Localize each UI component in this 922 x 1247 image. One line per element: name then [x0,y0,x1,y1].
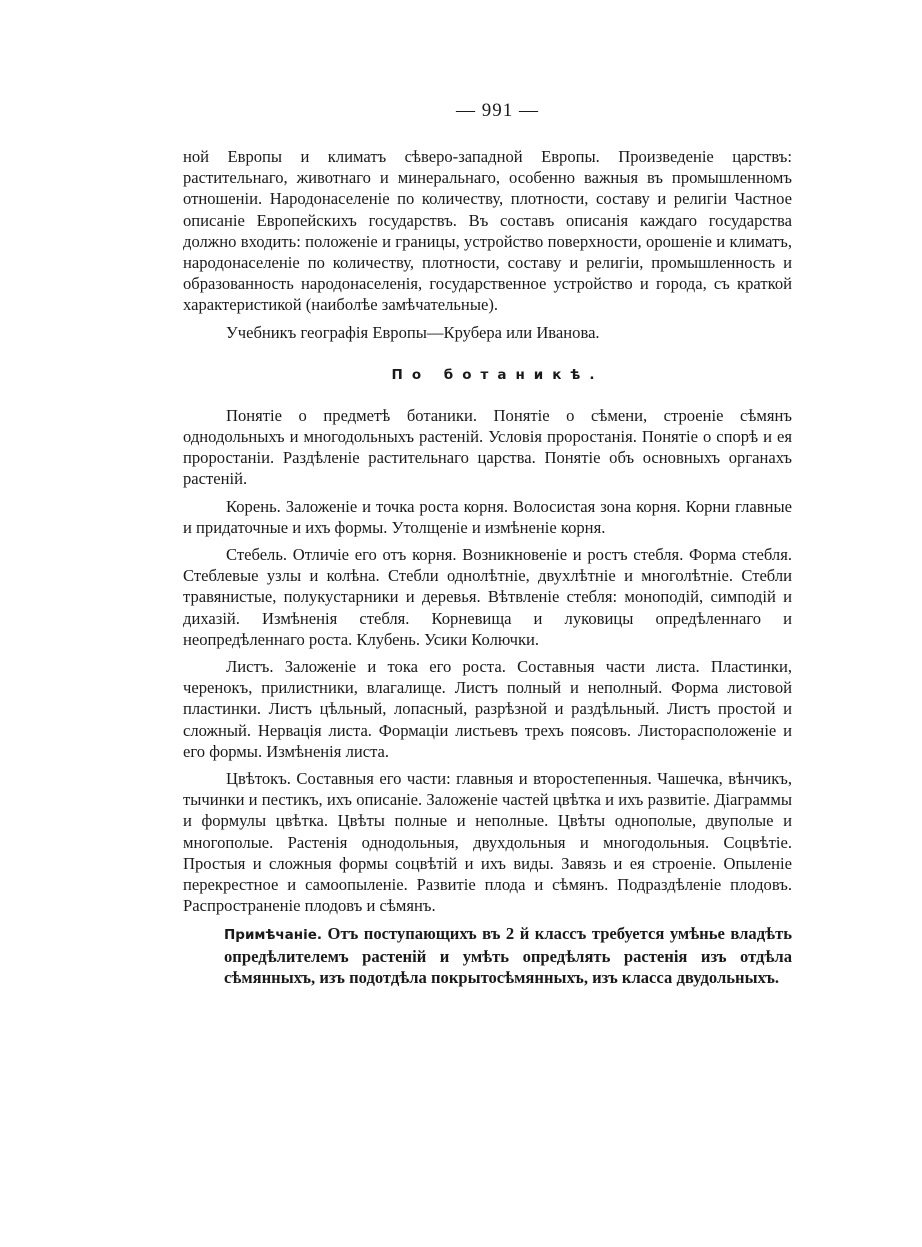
note-block [224,923,792,989]
paragraph-flower: Цвѣтокъ. Составныя его части: главныя и второстепенныя. Чашечка, вѣнчикъ, тычинки и пестикъ, ихъ описанiе. Заложенiе частей цвѣтка и ихъ развитiе. Дiаграммы и формулы цвѣтка. Цвѣты полные и неполные. Цвѣты однополые, двуполые и многополые. Растенiя однодольныя, двухдольныя и многодольныя. Соцвѣтiе. Простыя и сложныя формы соцвѣтiй и ихъ виды. Завязь и ея строенiе. Опыленiе перекрестное и самоопыленiе. Развитiе плода и сѣмянъ. Подраздѣленiе плодовъ. Распространенiе плодовъ и сѣмянъ. [183,769,792,916]
paragraph-intro-botany: Понятiе о предметѣ ботаники. Понятiе о сѣмени, строенiе сѣмянъ однодольныхъ и многодольныхъ растенiй. Условiя проростанiя. Понятiе о спорѣ и ея проростанiи. Раздѣленiе растительнаго царства. Понятiе объ основныхъ органахъ растенiй. [183,405,792,489]
intro-paragraph: ной Европы и климатъ сѣверо-западной Европы. Произведенiе царствъ: растительнаго, животнаго и минеральнаго, особенно важныя въ промышленномъ отношенiи. Народонаселенiе по количеству, плотности, составу и религiи Частное описанiе Европейскихъ государствъ. Въ составъ описанiя каждаго государства должно входить: положенiе и границы, устройство поверхности, орошенiе и климатъ, народонаселенiе по количеству, плотности, составу и религiи, промышленность и образованность народонаселенiя, государственное устройство и города, съ краткой характеристикой (наиболѣе замѣчательные). [183,147,792,315]
paragraph-leaf: Листъ. Заложенiе и тока его роста. Составныя части листа. Пластинки, черенокъ, прилистники, влагалище. Листъ полный и неполный. Форма листовой пластинки. Листъ цѣльный, лопасный, разрѣзной и раздѣльный. Листъ простой и сложный. Нервацiя листа. Формацiи листьевъ трехъ поясовъ. Листорасположенiе и его формы. Измѣненiя листа. [183,657,792,761]
page-number: — 991 — [456,100,539,121]
textbook-line: Учебникъ географiя Европы—Крубера или Иванова. [226,322,600,342]
section-heading-botany: По ботаникѣ. [391,366,604,383]
note-label: Примѣчанiе. [224,926,323,943]
paragraph-stem: Стебель. Отличiе его отъ корня. Возникновенiе и ростъ стебля. Форма стебля. Стеблевые узлы и колѣна. Стебли однолѣтнiе, двухлѣтнiе и многолѣтнiе. Стебли травянистые, полукустарники и деревья. Вѣтвленiе стебля: моноподiй, симподiй и дихазiй. Измѣненiя стебля. Корневища и луковицы опредѣленнаго и неопредѣленнаго роста. Клубень. Усики Колючки. [183,545,792,649]
note-text: Отъ поступающихъ въ 2 й классъ требуется умѣнье владѣть опредѣлителемъ растенiй и умѣть опредѣлять растенiя изъ отдѣла сѣмянныхъ, изъ подотдѣла покрытосѣмянныхъ, изъ класса двудольныхъ. [224,923,792,987]
paragraph-root: Корень. Заложенiе и точка роста корня. Волосистая зона корня. Корни главные и придаточные и ихъ формы. Утолщенiе и измѣненiе корня. [183,496,792,537]
